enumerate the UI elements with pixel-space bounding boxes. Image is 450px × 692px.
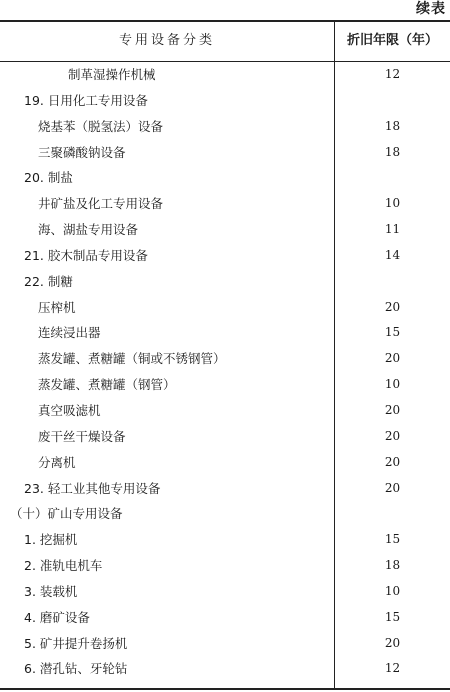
table-row (0, 140, 450, 166)
equipment-category: 连续浸出器 (38, 325, 101, 341)
equipment-category: 分离机 (38, 454, 76, 470)
equipment-category: 21. 胶木制品专用设备 (24, 247, 148, 263)
depreciation-years: 18 (384, 144, 401, 159)
depreciation-years (335, 165, 450, 191)
depreciation-years (335, 501, 450, 527)
table-row (0, 579, 450, 605)
table-row (0, 320, 450, 346)
depreciation-years: 20 (384, 299, 401, 314)
table-row (0, 295, 450, 321)
depreciation-years: 18 (384, 118, 401, 133)
equipment-category: 22. 制糖 (24, 273, 73, 289)
table-row (0, 62, 450, 88)
table-header (0, 22, 450, 62)
table-row (0, 88, 450, 114)
table-row (0, 527, 450, 553)
equipment-category: 3. 装载机 (24, 583, 78, 599)
equipment-category: 蒸发罐、煮糖罐（铜或不锈钢管） (38, 351, 226, 367)
equipment-category: （十）矿山专用设备 (10, 506, 123, 522)
header-years: 折旧年限（年） (346, 33, 438, 48)
depreciation-years: 20 (384, 351, 401, 366)
equipment-category: 烧基苯（脱氢法）设备 (38, 118, 164, 134)
equipment-category: 制革湿操作机械 (68, 67, 156, 82)
table-row (0, 631, 450, 657)
table-row (0, 553, 450, 579)
table-row (0, 114, 450, 140)
depreciation-years: 18 (384, 558, 401, 573)
depreciation-years: 20 (384, 402, 401, 417)
table-row (0, 424, 450, 450)
equipment-category: 4. 磨矿设备 (24, 609, 90, 625)
depreciation-years: 14 (384, 247, 401, 262)
equipment-category: 蒸发罐、煮糖罐（钢管） (38, 377, 176, 393)
equipment-category: 三聚磷酸钠设备 (38, 144, 126, 160)
depreciation-years: 10 (384, 377, 401, 392)
depreciation-years: 20 (384, 480, 401, 495)
depreciation-years: 20 (384, 635, 401, 650)
equipment-category: 6. 潜孔钻、牙轮钻 (24, 661, 128, 677)
equipment-category: 2. 准轨电机车 (24, 558, 103, 574)
continued-label: 续表 (416, 1, 446, 17)
table-row (0, 217, 450, 243)
equipment-category: 真空吸滤机 (38, 402, 101, 418)
equipment-category: 压榨机 (38, 299, 76, 315)
table-row (0, 605, 450, 631)
table-row (0, 398, 450, 424)
table-row (0, 450, 450, 476)
depreciation-years: 20 (384, 454, 401, 469)
equipment-category: 19. 日用化工专用设备 (24, 92, 148, 108)
equipment-category: 23. 轻工业其他专用设备 (24, 480, 161, 496)
depreciation-years (335, 88, 450, 114)
depreciation-years (335, 269, 450, 295)
table-row (0, 656, 450, 682)
equipment-category: 井矿盐及化工专用设备 (38, 196, 164, 212)
table-row (0, 501, 450, 527)
depreciation-table (0, 20, 450, 690)
depreciation-years: 15 (384, 609, 401, 624)
equipment-category: 1. 挖掘机 (24, 532, 78, 548)
depreciation-years: 10 (384, 583, 401, 598)
table-row (0, 476, 450, 502)
depreciation-years: 12 (384, 661, 401, 676)
depreciation-years: 12 (384, 67, 401, 81)
table-row (0, 165, 450, 191)
equipment-category: 海、湖盐专用设备 (38, 222, 139, 238)
depreciation-years: 20 (384, 428, 401, 443)
header-category: 专用设备分类 (118, 33, 215, 48)
table-body (0, 62, 450, 682)
table-row (0, 346, 450, 372)
equipment-category: 废干丝干燥设备 (38, 428, 126, 444)
table-row (0, 372, 450, 398)
equipment-category: 5. 矿井提升卷扬机 (24, 635, 128, 651)
depreciation-years: 15 (384, 325, 401, 340)
depreciation-years: 11 (384, 222, 401, 237)
depreciation-years: 10 (384, 196, 401, 211)
equipment-category: 20. 制盐 (24, 170, 73, 186)
table-row (0, 269, 450, 295)
table-row (0, 191, 450, 217)
table-row (0, 243, 450, 269)
depreciation-years: 15 (384, 532, 401, 547)
